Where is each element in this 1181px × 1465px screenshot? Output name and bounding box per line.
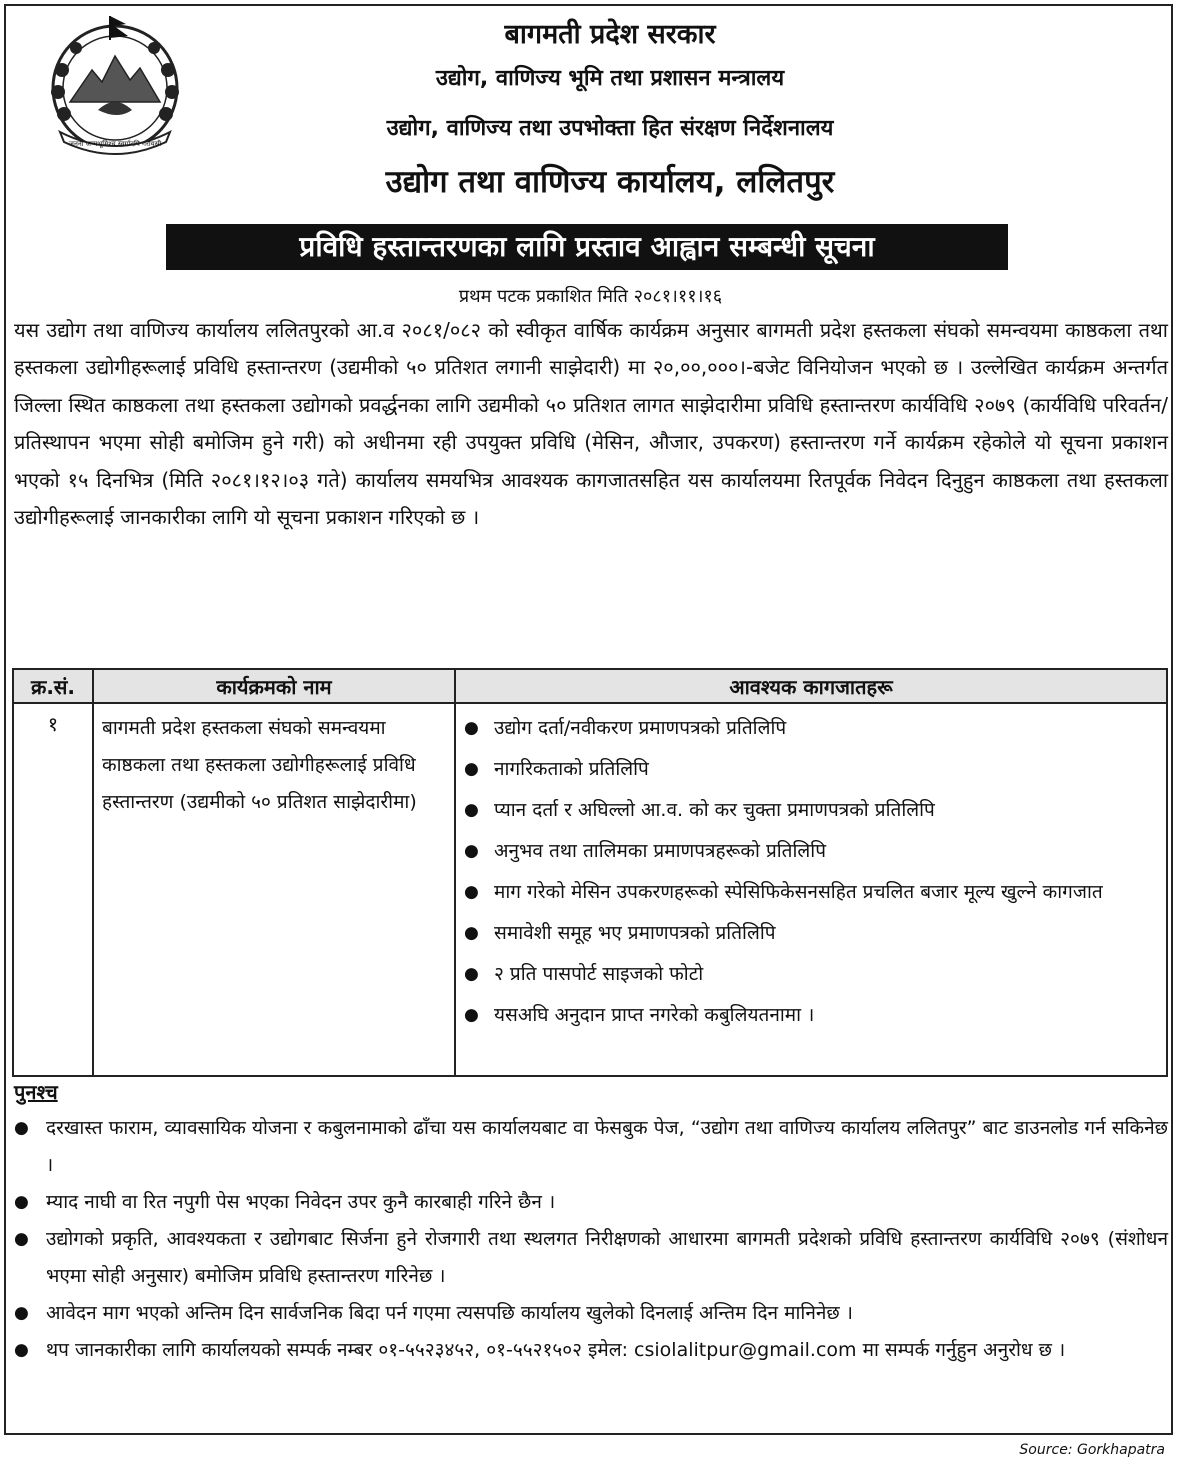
notice-body: यस उद्योग तथा वाणिज्य कार्यालय ललितपुरको आ.व २०८१/०८२ को स्वीकृत वार्षिक कार्यक्रम अनुसार बागमती प्रदेश हस्तकला संघको समन्वयमा काष्ठकला तथा हस्तकला उद्योगीहरूलाई प्रविधि हस्तान्तरण (उद्यमीको ५० प्रतिशत लगानी साझेदारी) मा २०,००,०००।-बजेट विनियोजन भएको छ । उल्लेखित कार्यक्रम अन्तर्गत जिल्ला स्थित काष्ठकला तथा हस्तकला उद्योगको प्रवर्द्धनका लागि उद्यमीको ५० प्रतिशत लागत साझेदारीमा प्रविधि हस्तान्तरण कार्यविधि २०७९ (कार्यविधि परिवर्तन/प्रतिस्थापन भएमा सोही बमोजिम हुने गरी) को अधीनमा रही उपयुक्त प्रविधि (मेसिन, औजार, उपकरण) हस्तान्तरण गर्ने कार्यक्रम रहेकोले यो सूचना प्रकाशन भएको १५ दिनभित्र (मिति २०८१।१२।०३ गते) कार्यालय समयभित्र आवश्यक कागजातसहित यस कार्यालयमा रितपूर्वक निवेदन दिनुहुन काष्ठकला तथा हस्तकला उद्योगीहरूलाई जानकारीका लागि यो सूचना प्रकाशन गरिएको छ । xyxy=(14,318,1168,530)
table-header-row xyxy=(13,669,1167,703)
list-item: ● अनुभव तथा तालिमका प्रमाणपत्रहरूको प्रतिलिपि xyxy=(464,831,1160,872)
nepal-government-emblem-icon xyxy=(40,10,190,160)
list-item: ● आवेदन माग भएको अन्तिम दिन सार्वजनिक बिदा पर्न गएमा त्यसपछि कार्यालय खुलेको दिनलाई अन्तिम दिन मानिनेछ । xyxy=(14,1295,1168,1332)
table-row xyxy=(13,703,1167,1076)
list-item: ● उद्योग दर्ता/नवीकरण प्रमाणपत्रको प्रतिलिपि xyxy=(464,708,1160,749)
source-credit: Source: Gorkhapatra xyxy=(1019,1442,1165,1458)
header-program-name: कार्यक्रमको नाम xyxy=(93,669,455,703)
list-item: ● यसअघि अनुदान प्राप्त नगरेको कबुलियतनामा । xyxy=(464,995,1160,1036)
list-item: ● म्याद नाघी वा रित नपुगी पेस भएका निवेदन उपर कुनै कारबाही गरिने छैन । xyxy=(14,1184,1168,1221)
directorate-title: उद्योग, वाणिज्य तथा उपभोक्ता हित संरक्षण निर्देशनालय xyxy=(386,116,834,141)
list-item: ● माग गरेको मेसिन उपकरणहरूको स्पेसिफिकेसनसहित प्रचलित बजार मूल्य खुल्ने कागजात xyxy=(464,872,1160,913)
header-sn: क्र.सं. xyxy=(13,669,93,703)
list-item: ● समावेशी समूह भए प्रमाणपत्रको प्रतिलिपि xyxy=(464,913,1160,954)
list-item: ● २ प्रति पासपोर्ट साइजको फोटो xyxy=(464,954,1160,995)
documents-list xyxy=(456,704,1166,1036)
list-item: ● दरखास्त फाराम, व्यावसायिक योजना र कबुलनामाको ढाँचा यस कार्यालयबाट वा फेसबुक पेज, “उद्योग तथा वाणिज्य कार्यालय ललितपुर” बाट डाउनलोड गर्न सकिनेछ । xyxy=(14,1110,1168,1184)
publish-date: प्रथम पटक प्रकाशित मिति २०८१।११।१६ xyxy=(458,286,723,307)
row-sn: १ xyxy=(13,703,93,1076)
list-item: ● थप जानकारीका लागि कार्यालयको सम्पर्क नम्बर ०१-५५२३४५२, ०१-५५२१५०२ इमेल: csiolalitpur@gmail.com मा सम्पर्क गर्नुहुन अनुरोध छ । xyxy=(14,1332,1168,1369)
notice-title: प्रविधि हस्तान्तरणका लागि प्रस्ताव आह्वान सम्बन्धी सूचना xyxy=(166,224,1008,270)
list-item: ● उद्योगको प्रकृति, आवश्यकता र उद्योगबाट सिर्जना हुने रोजगारी तथा स्थलगत निरीक्षणको आधारमा बागमती प्रदेशको प्रविधि हस्तान्तरण कार्यविधि २०७९ (संशोधन भएमा सोही अनुसार) बमोजिम प्रविधि हस्तान्तरण गरिनेछ । xyxy=(14,1221,1168,1295)
office-title: उद्योग तथा वाणिज्य कार्यालय, ललितपुर xyxy=(385,164,835,200)
emblem-motto: जननी जन्मभूमिश्च स्वर्गादपि गरीयसी xyxy=(68,140,162,148)
requirements-table xyxy=(12,668,1168,1077)
ministry-title: उद्योग, वाणिज्य भूमि तथा प्रशासन मन्त्रालय xyxy=(435,66,785,91)
list-item: ● नागरिकताको प्रतिलिपि xyxy=(464,749,1160,790)
row-documents xyxy=(455,703,1167,1076)
postscript-title: पुनश्च xyxy=(14,1080,58,1104)
list-item: ● प्यान दर्ता र अघिल्लो आ.व. को कर चुक्ता प्रमाणपत्रको प्रतिलिपि xyxy=(464,790,1160,831)
postscript-list xyxy=(14,1110,1168,1369)
province-government-title: बागमती प्रदेश सरकार xyxy=(504,19,716,50)
header-documents: आवश्यक कागजातहरू xyxy=(455,669,1167,703)
row-program-name: बागमती प्रदेश हस्तकला संघको समन्वयमा काष्ठकला तथा हस्तकला उद्योगीहरूलाई प्रविधि हस्तान्तरण (उद्यमीको ५० प्रतिशत साझेदारीमा) xyxy=(93,703,455,1076)
